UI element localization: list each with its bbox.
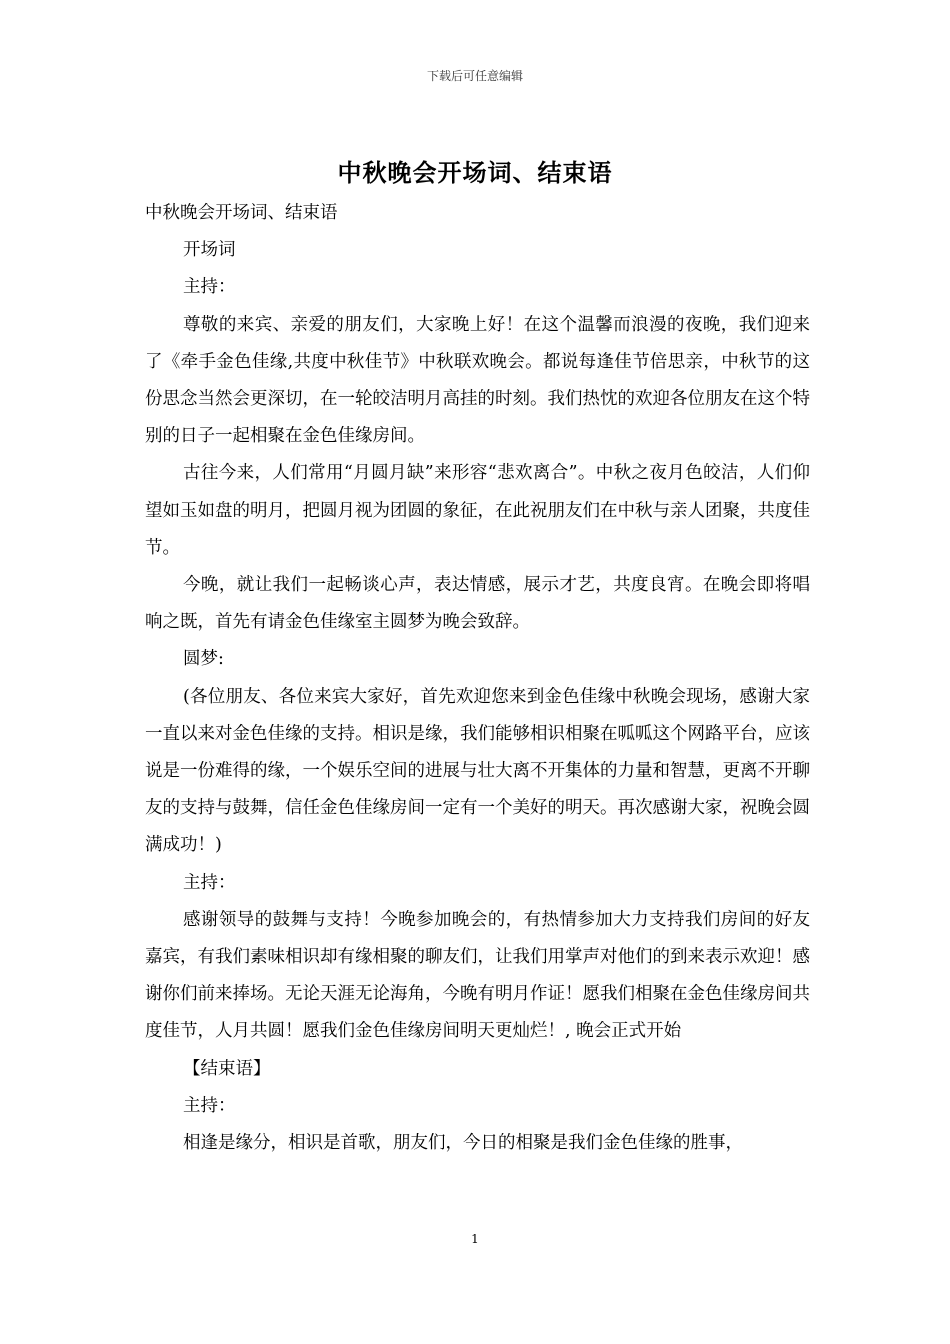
body-paragraph: 尊敬的来宾、亲爱的朋友们，大家晚上好！在这个温馨而浪漫的夜晚，我们迎来了《牵手金色佳缘,共度中秋佳节》中秋联欢晚会。都说每逢佳节倍思亲，中秋节的这份思念当然会更深切，在一轮皎洁明月高挂的时刻。我们热忱的欢迎各位朋友在这个特别的日子一起相聚在金色佳缘房间。: [145, 314, 810, 447]
body-paragraph: (各位朋友、各位来宾大家好，首先欢迎您来到金色佳缘中秋晚会现场，感谢大家一直以来对金色佳缘的支持。相识是缘，我们能够相识相聚在呱呱这个网路平台，应该说是一份难得的缘，一个娱乐空间的进展与壮大离不开集体的力量和智慧，更离不开聊友的支持与鼓舞，信任金色佳缘房间一定有一个美好的明天。再次感谢大家，祝晚会圆满成功！): [145, 686, 810, 856]
body-paragraph: 今晚，就让我们一起畅谈心声，表达情感，展示才艺，共度良宵。在晚会即将唱响之既，首先有请金色佳缘室主圆梦为晚会致辞。: [145, 575, 810, 633]
body-paragraph-speaker-label: 圆梦:: [183, 649, 224, 670]
body-paragraph-host-label: 主持：: [183, 277, 236, 298]
page-number: 1: [471, 1232, 479, 1246]
body-paragraph-closing-heading: 【结束语】: [183, 1058, 271, 1079]
body-paragraph-host-label: 主持：: [183, 872, 236, 893]
header-note: 下载后可任意编辑: [426, 69, 523, 83]
body-paragraph-subtitle: 中秋晚会开场词、结束语: [145, 203, 338, 223]
document-title: 中秋晚会开场词、结束语: [337, 158, 613, 187]
body-paragraph: 相逢是缘分，相识是首歌，朋友们，今日的相聚是我们金色佳缘的胜事，: [183, 1133, 743, 1154]
document-body: [145, 195, 810, 1162]
body-paragraph-host-label: 主持：: [183, 1095, 236, 1116]
body-paragraph-opening-heading: 开场词: [183, 240, 236, 261]
body-paragraph: 感谢领导的鼓舞与支持！今晚参加晚会的，有热情参加大力支持我们房间的好友嘉宾，有我们素味相识却有缘相聚的聊友们，让我们用掌声对他们的到来表示欢迎！感谢你们前来捧场。无论天涯无论海角，今晚有明月作证！愿我们相聚在金色佳缘房间共度佳节，人月共圆！愿我们金色佳缘房间明天更灿烂！, 晚会正式开始: [145, 909, 810, 1042]
body-paragraph: 古往今来，人们常用“月圆月缺”来形容“悲欢离合”。中秋之夜月色皎洁，人们仰望如玉如盘的明月，把圆月视为团圆的象征，在此祝朋友们在中秋与亲人团聚，共度佳节。: [145, 463, 810, 558]
